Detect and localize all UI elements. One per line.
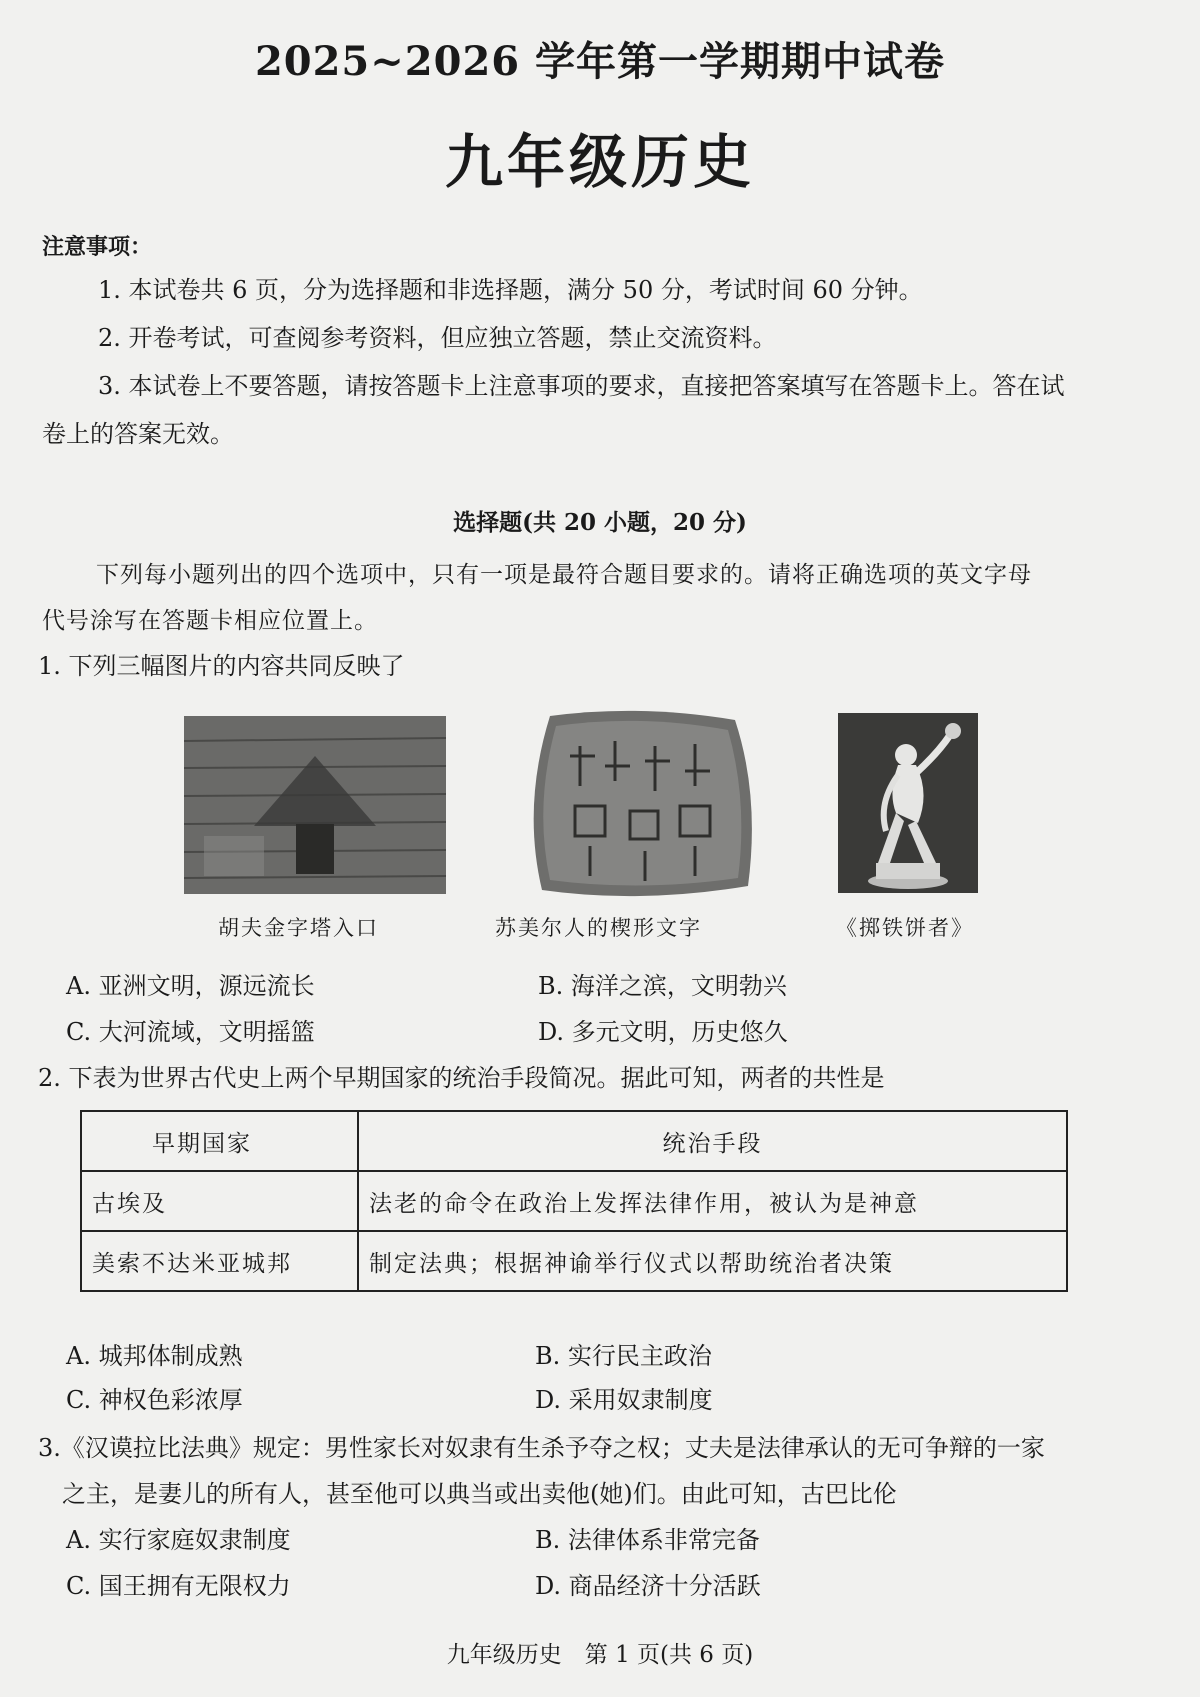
question-3-option-a: A. 实行家庭奴隶制度: [66, 1526, 291, 1554]
section-instruction-2: 代号涂写在答题卡相应位置上。: [42, 608, 378, 634]
question-3-option-d: D. 商品经济十分活跃: [535, 1572, 761, 1600]
notice-item-2: 2. 开卷考试，可查阅参考资料，但应独立答题，禁止交流资料。: [98, 324, 777, 352]
question-1-option-d: D. 多元文明，历史悠久: [538, 1018, 788, 1046]
figure-caption-1: 胡夫金字塔入口: [218, 916, 379, 940]
page-footer: 九年级历史 第 1 页(共 6 页): [446, 1642, 754, 1668]
question-3-option-b: B. 法律体系非常完备: [535, 1526, 760, 1554]
table-header-row: [81, 1111, 1067, 1171]
exam-title: 2025~2026 学年第一学期期中试卷: [254, 38, 946, 85]
exam-subject: 九年级历史: [444, 128, 755, 196]
question-3-stem-cont: 之主，是妻儿的所有人，甚至他可以典当或出卖他(她)们。由此可知，古巴比伦: [62, 1480, 897, 1508]
notice-heading: 注意事项：: [42, 234, 153, 260]
question-3-option-c: C. 国王拥有无限权力: [66, 1572, 291, 1600]
notice-item-3-cont: 卷上的答案无效。: [42, 420, 234, 448]
notice-item-1: 1. 本试卷共 6 页，分为选择题和非选择题，满分 50 分，考试时间 60 分钟。: [98, 276, 923, 304]
table-cell: 美索不达米亚城邦: [81, 1231, 358, 1291]
cuneiform-tablet-photo: [520, 706, 760, 906]
question-2-option-c: C. 神权色彩浓厚: [66, 1386, 243, 1414]
table-header-cell: 早期国家: [81, 1111, 358, 1171]
table-cell: 古埃及: [81, 1171, 358, 1231]
section-title: 选择题(共 20 小题，20 分): [453, 509, 747, 536]
question-3-stem: 3.《汉谟拉比法典》规定：男性家长对奴隶有生杀予夺之权；丈夫是法律承认的无可争辩的一家: [38, 1434, 1045, 1462]
figure-caption-2: 苏美尔人的楔形文字: [495, 916, 702, 940]
discobolus-statue-photo: [838, 713, 978, 893]
question-2-option-a: A. 城邦体制成熟: [66, 1342, 243, 1370]
pyramid-entrance-photo: [184, 716, 446, 894]
table-cell: 制定法典；根据神谕举行仪式以帮助统治者决策: [358, 1231, 1067, 1291]
table-row: [81, 1231, 1067, 1291]
table-cell: 法老的命令在政治上发挥法律作用，被认为是神意: [358, 1171, 1067, 1231]
question-1-option-a: A. 亚洲文明，源远流长: [66, 972, 315, 1000]
section-instruction-1: 下列每小题列出的四个选项中，只有一项是最符合题目要求的。请将正确选项的英文字母: [96, 562, 1032, 588]
question-2-stem: 2. 下表为世界古代史上两个早期国家的统治手段简况。据此可知，两者的共性是: [38, 1064, 885, 1092]
figure-caption-3: 《掷铁饼者》: [836, 916, 974, 940]
question-2-option-b: B. 实行民主政治: [535, 1342, 712, 1370]
question-2-table: [80, 1110, 1068, 1292]
question-1-option-b: B. 海洋之滨，文明勃兴: [538, 972, 787, 1000]
notice-item-3: 3. 本试卷上不要答题，请按答题卡上注意事项的要求，直接把答案填写在答题卡上。答在试: [98, 372, 1065, 400]
question-1-stem: 1. 下列三幅图片的内容共同反映了: [38, 652, 405, 680]
question-2-option-d: D. 采用奴隶制度: [535, 1386, 713, 1414]
table-header-cell: 统治手段: [358, 1111, 1067, 1171]
question-1-option-c: C. 大河流域，文明摇篮: [66, 1018, 315, 1046]
table-row: [81, 1171, 1067, 1231]
